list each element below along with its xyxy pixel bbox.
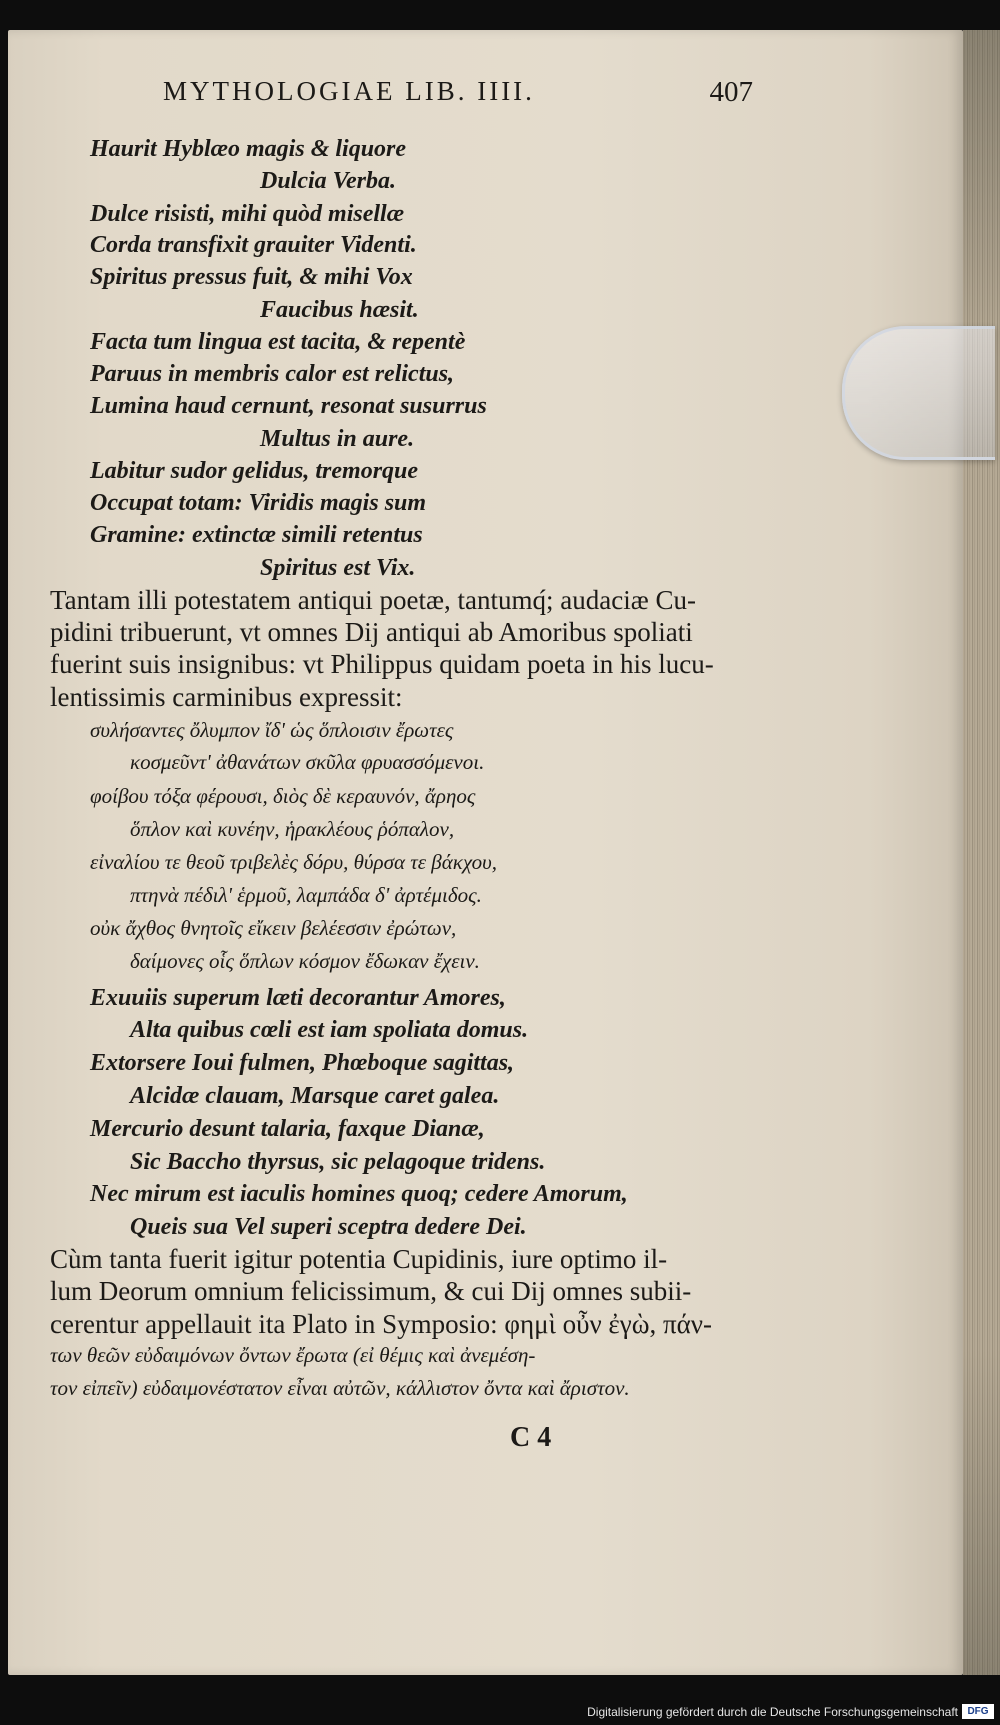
greek-verse-line: συλήσαντες ὄλυμπον ἴδ' ὡς ὅπλοισιν ἔρωτες <box>90 718 454 742</box>
verse-line: Extorsere Ioui fulmen, Phœboque sagittas, <box>90 1050 515 1076</box>
page-number: 407 <box>709 76 753 108</box>
verse-line: Spiritus est Vix. <box>260 555 416 581</box>
verse-line: Dulce risisti, mihi quòd misellæ <box>90 201 405 227</box>
verse-line: Haurit Hyblæo magis & liquore <box>90 136 407 162</box>
prose-line: Tantam illi potestatem antiqui poetæ, tantumq́; audaciæ Cu- <box>50 585 696 615</box>
book-page-edges <box>963 30 1000 1675</box>
page-content <box>8 30 963 1675</box>
verse-line: Nec mirum est iaculis homines quoq; cedere Amorum, <box>90 1181 628 1207</box>
prose-line: τον εἰπεῖν) εὐδαιμονέστατον εἶναι αὐτῶν, κάλλιστον ὄντα καὶ ἄριστον. <box>50 1376 630 1400</box>
page-clip <box>842 326 995 460</box>
signature-mark: C 4 <box>510 1422 552 1453</box>
verse-line: Exuuiis superum læti decorantur Amores, <box>90 985 506 1011</box>
funding-credit: Digitalisierung gefördert durch die Deutsche Forschungsgemeinschaft <box>587 1705 958 1719</box>
greek-verse-line: ὅπλον καὶ κυνέην, ἡρακλέους ῥόπαλον, <box>130 817 455 841</box>
prose-line: των θεῶν εὐδαιμόνων ὄντων ἔρωτα (εἰ θέμις καὶ ἀνεμέση- <box>50 1343 536 1367</box>
verse-line: Sic Baccho thyrsus, sic pelagoque tridens. <box>130 1149 546 1175</box>
verse-line: Lumina haud cernunt, resonat susurrus <box>90 393 487 419</box>
running-head: MYTHOLOGIAE LIB. IIII. <box>163 76 535 106</box>
verse-line: Mercurio desunt talaria, faxque Dianæ, <box>90 1116 485 1142</box>
verse-line: Alta quibus cœli est iam spoliata domus. <box>130 1017 529 1043</box>
verse-line: Faucibus hæsit. <box>260 297 419 323</box>
verse-line: Queis sua Vel superi sceptra dedere Dei. <box>130 1214 527 1240</box>
verse-line: Paruus in membris calor est relictus, <box>90 361 455 387</box>
prose-line: lentissimis carminibus expressit: <box>50 682 403 712</box>
prose-line: cerentur appellauit ita Plato in Symposio: φημὶ οὖν ἐγὼ, πάν- <box>50 1309 712 1339</box>
verse-line: Gramine: extinctæ simili retentus <box>90 522 423 548</box>
book-page <box>8 30 963 1675</box>
prose-line: lum Deorum omnium felicissimum, & cui Dij omnes subii- <box>50 1276 692 1306</box>
greek-verse-line: πτηνὰ πέδιλ' ἑρμοῦ, λαμπάδα δ' ἀρτέμιδος. <box>130 883 482 907</box>
prose-line: fuerint suis insignibus: vt Philippus quidam poeta in his lucu- <box>50 649 714 679</box>
prose-line: pidini tribuerunt, vt omnes Dij antiqui ab Amoribus spoliati <box>50 617 693 647</box>
verse-line: Dulcia Verba. <box>260 168 397 194</box>
page-header <box>163 76 753 116</box>
verse-line: Multus in aure. <box>260 426 415 452</box>
greek-verse-line: εἰναλίου τε θεοῦ τριβελὲς δόρυ, θύρσα τε βάκχου, <box>90 850 498 874</box>
verse-line: Occupat totam: Viridis magis sum <box>90 490 427 516</box>
verse-line: Corda transfixit grauiter Videnti. <box>90 232 417 258</box>
verse-line: Alcidæ clauam, Marsque caret galea. <box>130 1083 500 1109</box>
verse-line: Spiritus pressus fuit, & mihi Vox <box>90 264 413 290</box>
digitization-footer <box>0 1700 1000 1725</box>
greek-verse-line: κοσμεῦντ' ἀθανάτων σκῦλα φρυασσόμενοι. <box>130 750 485 774</box>
greek-verse-line: οὐκ ἄχθος θνητοῖς εἴκειν βελέεσσιν ἐρώτων, <box>90 916 457 940</box>
dfg-logo: DFG <box>962 1704 994 1719</box>
verse-line: Labitur sudor gelidus, tremorque <box>90 458 419 484</box>
verse-line: Facta tum lingua est tacita, & repentè <box>90 329 466 355</box>
greek-verse-line: φοίβου τόξα φέρουσι, διὸς δὲ κεραυνόν, ἄρηος <box>90 784 476 808</box>
prose-line: Cùm tanta fuerit igitur potentia Cupidinis, iure optimo il- <box>50 1244 668 1274</box>
greek-verse-line: δαίμονες οἷς ὅπλων κόσμον ἔδωκαν ἔχειν. <box>130 949 480 973</box>
